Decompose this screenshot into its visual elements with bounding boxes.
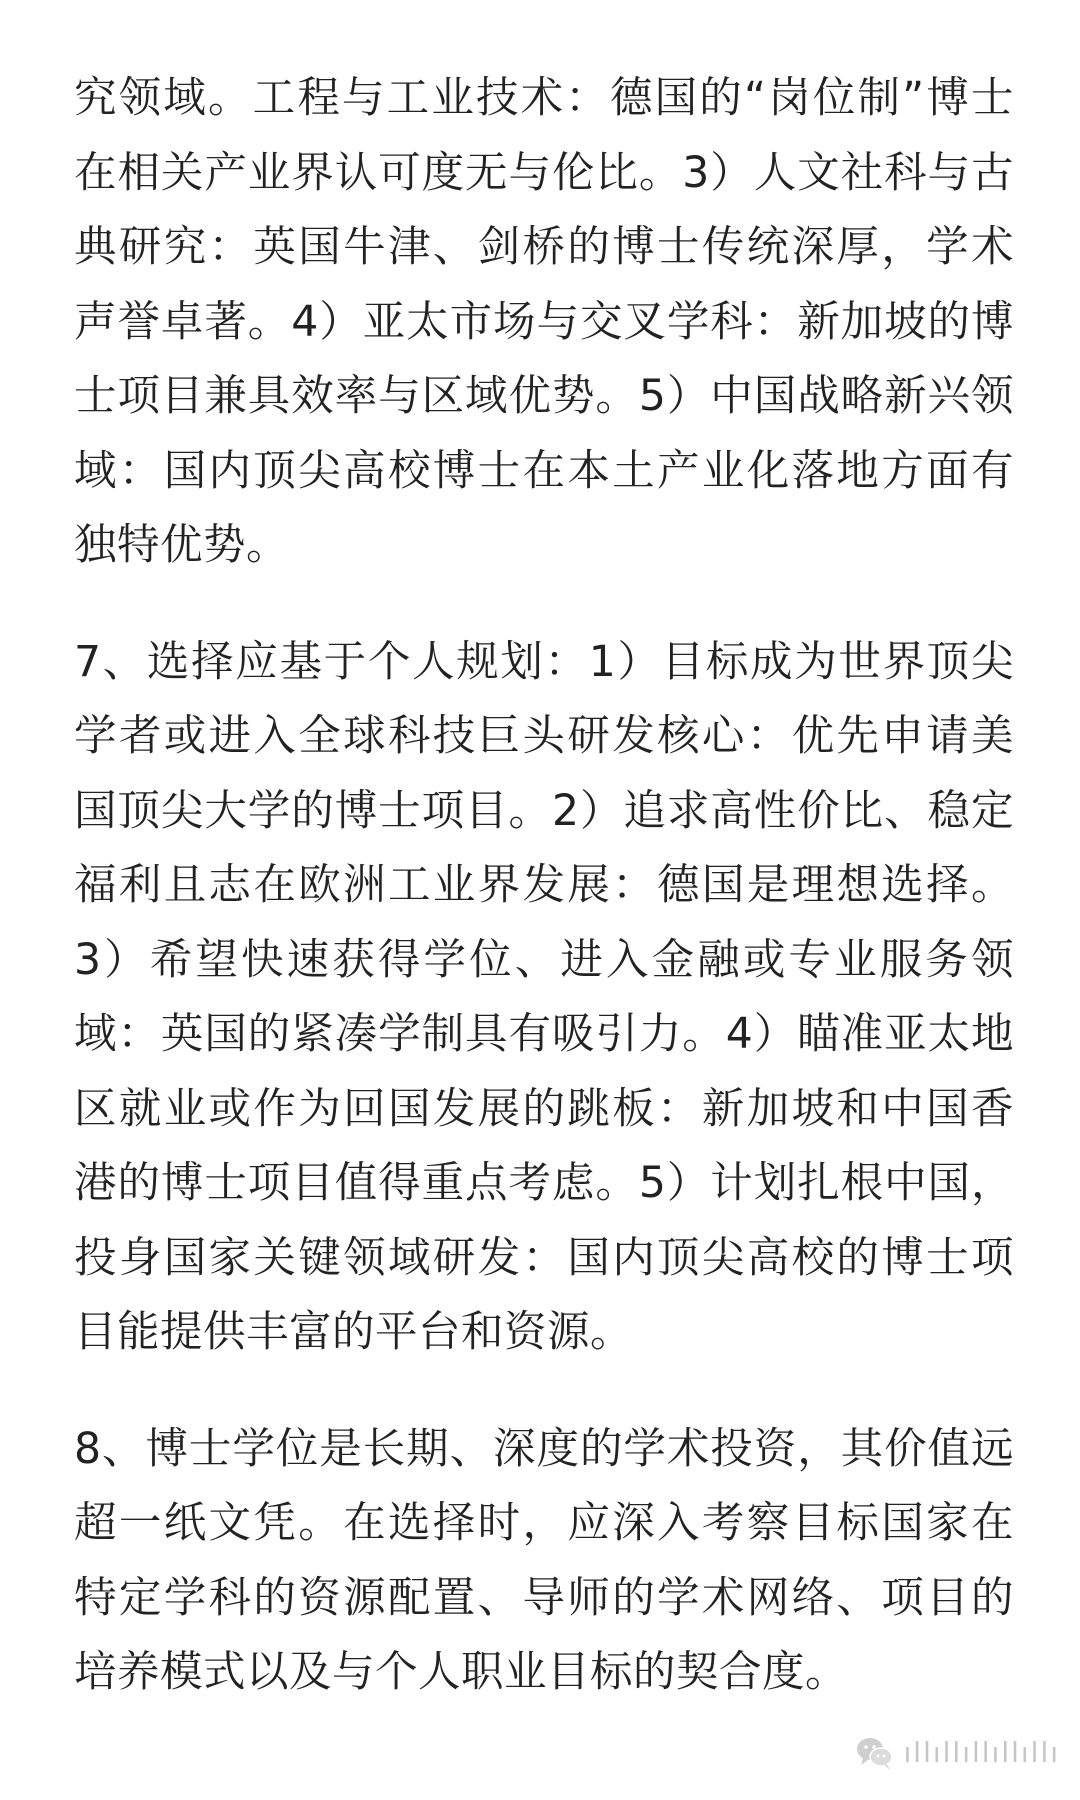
paragraph-7: 7、选择应基于个人规划：1）目标成为世界顶尖学者或进入全球科技巨头研发核心：优先申请美国顶尖大学的博士项目。2）追求高性价比、稳定福利且志在欧洲工业界发展：德国是理想选择。3）希望快速获得学位、进入金融或专业服务领域：英国的紧凑学制具有吸引力。4）瞄准亚太地区就业或作为回国发展的跳板：新加坡和中国香港的博士项目值得重点考虑。5）计划扎根中国，投身国家关键领域研发：国内顶尖高校的博士项目能提供丰富的平台和资源。 [74, 637, 1014, 1357]
paragraph-continued: 究领域。工程与工业技术：德国的“岗位制”博士在相关产业界认可度无与伦比。3）人文社科与古典研究：英国牛津、剑桥的博士传统深厚，学术声誉卓著。4）亚太市场与交叉学科：新加坡的博士项目兼具效率与区域优势。5）中国战略新兴领域：国内顶尖高校博士在本土产业化落地方面有独特优势。 [74, 74, 1014, 570]
watermark-text: ıllıllıllıllıllı [903, 1736, 1060, 1769]
wechat-icon [854, 1732, 896, 1774]
paragraph-8: 8、博士学位是长期、深度的学术投资，其价值远超一纸文凭。在选择时，应深入考察目标国家在特定学科的资源配置、导师的学术网络、项目的培养模式以及与个人职业目标的契合度。 [74, 1424, 1014, 1697]
watermark [854, 1732, 1060, 1774]
article-body [74, 62, 1014, 1711]
